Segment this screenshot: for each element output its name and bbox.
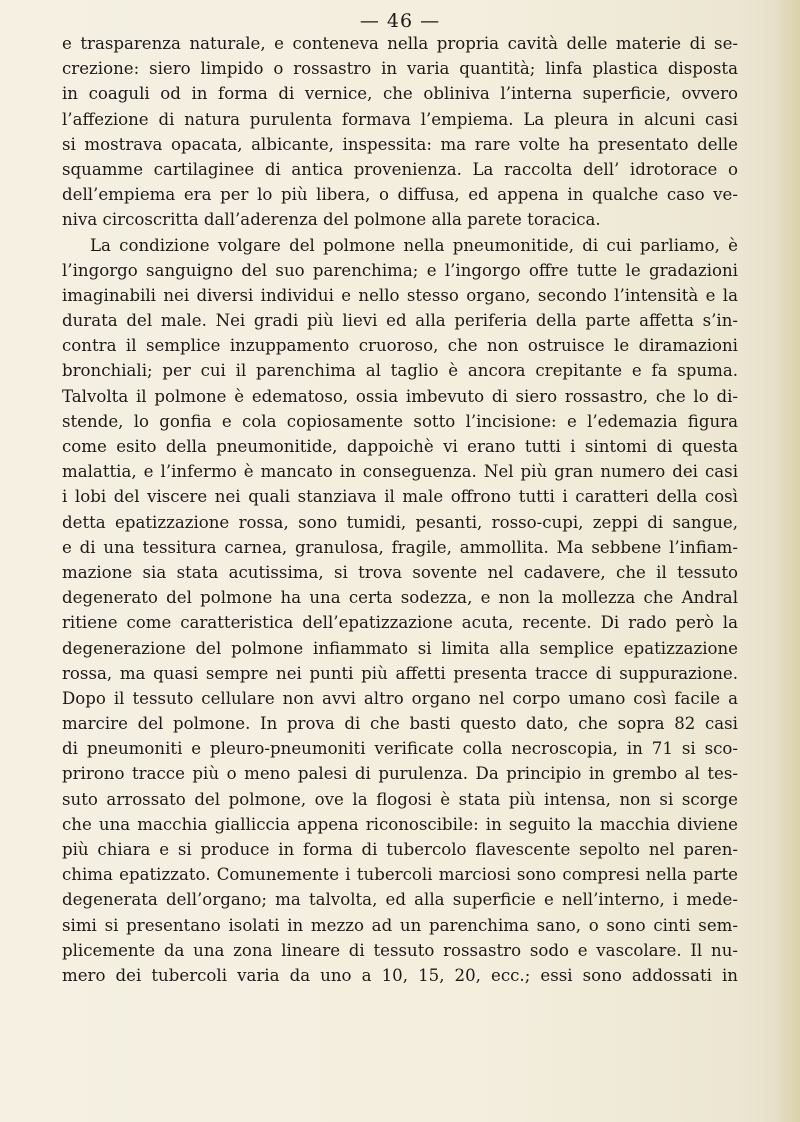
text-line: in coaguli od in forma di vernice, che obliniva l’interna superficie, ovvero bbox=[62, 84, 738, 104]
text-line: come esito della pneumonitide, dappoichè vi erano tutti i sintomi di questa bbox=[62, 437, 738, 456]
text-line: di pneumoniti e pleuro-pneumoniti verificate colla necroscopia, in 71 si sco- bbox=[62, 739, 738, 759]
text-line: malattia, e l’infermo è mancato in conseguenza. Nel più gran numero dei casi bbox=[62, 462, 738, 482]
text-line: prirono tracce più o meno palesi di purulenza. Da principio in grembo al tes- bbox=[62, 764, 738, 784]
text-line: imaginabili nei diversi individui e nello stesso organo, secondo l’intensità e la bbox=[62, 285, 738, 305]
text-line: i lobi del viscere nei quali stanziava il male offrono tutti i caratteri della così bbox=[62, 487, 738, 507]
text-line: stende, lo gonfia e cola copiosamente sotto l’incisione: e l’edemazia figura bbox=[62, 411, 738, 431]
text-line: e trasparenza naturale, e conteneva nella propria cavità delle materie di se- bbox=[62, 34, 738, 53]
text-line: plicemente da una zona lineare di tessuto rossastro sodo e vascolare. Il nu- bbox=[62, 940, 738, 960]
text-line: suto arrossato del polmone, ove la flogosi è stata più intensa, non si scorge bbox=[62, 789, 738, 809]
text-line: si mostrava opacata, albicante, inspessita: ma rare volte ha presentato delle bbox=[62, 134, 738, 154]
text-line: più chiara e si produce in forma di tubercolo flavescente sepolto nel paren- bbox=[62, 840, 738, 859]
body-text bbox=[62, 31, 738, 988]
text-line: marcire del polmone. In prova di che basti questo dato, che sopra 82 casi bbox=[62, 714, 738, 734]
page-number: — 46 — bbox=[359, 10, 441, 32]
text-line: che una macchia gialliccia appena riconoscibile: in seguito la macchia diviene bbox=[62, 814, 738, 834]
text-line: crezione: siero limpido o rossastro in varia quantità; linfa plastica disposta bbox=[62, 59, 738, 79]
text-line: contra il semplice inzuppamento cruoroso, che non ostruisce le diramazioni bbox=[62, 336, 738, 356]
text-line: mero dei tubercoli varia da uno a 10, 15, 20, ecc.; essi sono addossati in bbox=[62, 965, 738, 985]
text-line: Talvolta il polmone è edematoso, ossia imbevuto di siero rossastro, che lo di- bbox=[62, 386, 738, 406]
text-line: ritiene come caratteristica dell’epatizzazione acuta, recente. Di rado però la bbox=[62, 613, 738, 633]
text-line: chima epatizzato. Comunemente i tubercoli marciosi sono compresi nella parte bbox=[62, 865, 738, 885]
paragraph-end-line: niva circoscritta dall’aderenza del polmone alla parete toracica. bbox=[62, 210, 601, 230]
text-line: squamme cartilaginee di antica provenienza. La raccolta dell’ idrotorace o bbox=[62, 159, 738, 179]
text-line: dell’empiema era per lo più libera, o diffusa, ed appena in qualche caso ve- bbox=[62, 185, 738, 205]
text-line: detta epatizzazione rossa, sono tumidi, pesanti, rosso-cupi, zeppi di sangue, bbox=[62, 512, 738, 532]
paragraph-start-line: La condizione volgare del polmone nella pneumonitide, di cui parliamo, è bbox=[90, 235, 738, 255]
text-line: bronchiali; per cui il parenchima al taglio è ancora crepitante e fa spuma. bbox=[62, 361, 738, 381]
text-line: l’affezione di natura purulenta formava l’empiema. La pleura in alcuni casi bbox=[62, 109, 738, 129]
text-line: rossa, ma quasi sempre nei punti più affetti presenta tracce di suppurazione. bbox=[62, 663, 738, 683]
text-line: mazione sia stata acutissima, si trova sovente nel cadavere, che il tessuto bbox=[62, 562, 738, 582]
text-line: durata del male. Nei gradi più lievi ed alla periferia della parte affetta s’in- bbox=[62, 311, 738, 331]
page-edge-shading bbox=[774, 0, 800, 1122]
text-line: simi si presentano isolati in mezzo ad un parenchima sano, o sono cinti sem- bbox=[62, 915, 738, 935]
text-line: degenerata dell’organo; ma talvolta, ed alla superficie e nell’interno, i mede- bbox=[62, 890, 738, 910]
text-line: degenerato del polmone ha una certa sodezza, e non la mollezza che Andral bbox=[62, 588, 738, 608]
text-line: degenerazione del polmone infiammato si limita alla semplice epatizzazione bbox=[62, 638, 738, 658]
text-line: l’ingorgo sanguigno del suo parenchima; e l’ingorgo offre tutte le gradazioni bbox=[62, 260, 738, 280]
text-line: Dopo il tessuto cellulare non avvi altro organo nel corpo umano così facile a bbox=[62, 688, 738, 708]
text-line: e di una tessitura carnea, granulosa, fragile, ammollita. Ma sebbene l’infiam- bbox=[62, 537, 738, 557]
